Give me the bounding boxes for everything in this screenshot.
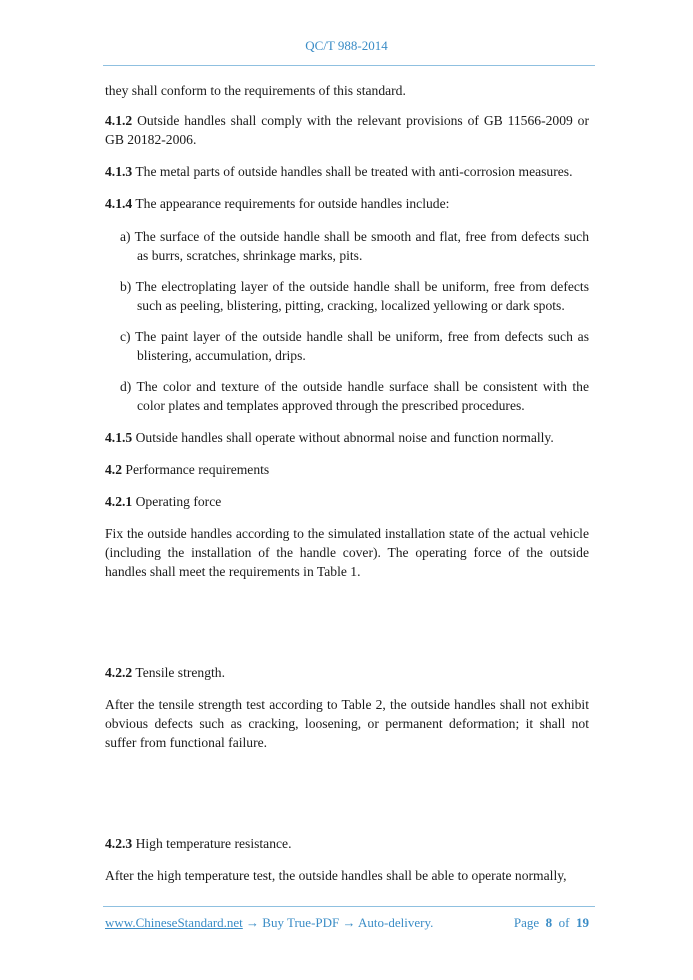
section-text: Performance requirements bbox=[122, 462, 270, 477]
page-total: 19 bbox=[576, 915, 589, 930]
list-item-c: c) The paint layer of the outside handle shall be uniform, free from defects such as blistering, accumulation, drips. bbox=[120, 329, 589, 363]
section-text: The appearance requirements for outside handles include: bbox=[132, 196, 450, 211]
section-number: 4.2.2 bbox=[105, 665, 133, 680]
section-text: High temperature resistance. bbox=[132, 836, 292, 851]
section-4-1-3 bbox=[105, 162, 589, 181]
section-4-2-2 bbox=[105, 663, 589, 682]
footer-promo-text: → Buy True-PDF → Auto-delivery. bbox=[242, 915, 434, 930]
footer-rule bbox=[103, 906, 595, 907]
section-text: Outside handles shall operate without abnormal noise and function normally. bbox=[132, 430, 554, 445]
paragraph-4-2-1: Fix the outside handles according to the simulated installation state of the actual vehicle (including the installation of the handle cover). The operating force of the outside handles shall meet the requirements in Table 1. bbox=[105, 526, 589, 579]
header-title: QC/T 988-2014 bbox=[305, 38, 388, 53]
page-of: of bbox=[558, 915, 570, 930]
page-indicator bbox=[514, 915, 589, 931]
section-4-1-2 bbox=[105, 111, 589, 149]
section-text: The metal parts of outside handles shall be treated with anti-corrosion measures. bbox=[132, 164, 573, 179]
section-text: Tensile strength. bbox=[132, 665, 225, 680]
footer-promo bbox=[105, 915, 433, 931]
paragraph-continuation: they shall conform to the requirements of this standard. bbox=[105, 83, 406, 98]
section-4-2 bbox=[105, 460, 589, 479]
section-text: Operating force bbox=[132, 494, 222, 509]
section-number: 4.1.4 bbox=[105, 196, 133, 211]
section-number: 4.1.3 bbox=[105, 164, 133, 179]
section-4-1-5 bbox=[105, 428, 589, 447]
section-number: 4.2.3 bbox=[105, 836, 133, 851]
section-4-1-4 bbox=[105, 194, 589, 213]
footer-link[interactable]: www.ChineseStandard.net bbox=[105, 915, 243, 930]
list-item-b: b) The electroplating layer of the outside handle shall be uniform, free from defects such as peeling, blistering, pitting, cracking, localized yellowing or dark spots. bbox=[120, 279, 589, 313]
page-label: Page bbox=[513, 915, 540, 930]
section-number: 4.1.2 bbox=[105, 113, 133, 128]
paragraph-4-2-2: After the tensile strength test according to Table 2, the outside handles shall not exhibit obvious defects such as cracking, loosening, or permanent deformation; it shall not suffer from functional failure. bbox=[105, 697, 589, 750]
section-text: Outside handles shall comply with the relevant provisions of GB 11566-2009 or GB 20182-2006. bbox=[105, 113, 589, 147]
section-4-2-1 bbox=[105, 492, 589, 511]
footer bbox=[105, 915, 589, 931]
paragraph-4-2-3: After the high temperature test, the outside handles shall be able to operate normally, bbox=[105, 868, 567, 883]
section-number: 4.2 bbox=[105, 462, 122, 477]
section-number: 4.1.5 bbox=[105, 430, 133, 445]
header-rule bbox=[103, 65, 595, 66]
list-item-d: d) The color and texture of the outside handle surface shall be consistent with the color plates and templates approved through the prescribed procedures. bbox=[120, 379, 589, 413]
section-number: 4.2.1 bbox=[105, 494, 133, 509]
page-number: 8 bbox=[545, 915, 553, 930]
list-item-a: a) The surface of the outside handle shall be smooth and flat, free from defects such as burrs, scratches, shrinkage marks, pits. bbox=[120, 229, 589, 263]
section-4-2-3 bbox=[105, 834, 589, 853]
